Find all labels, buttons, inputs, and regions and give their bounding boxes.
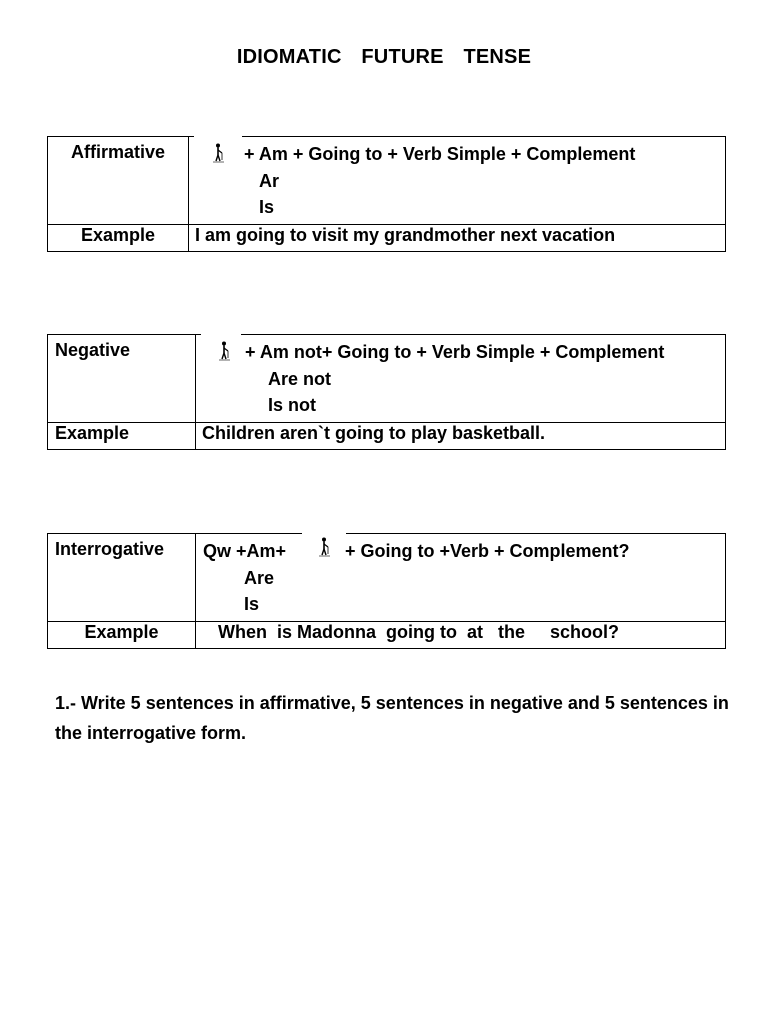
affirmative-table [47, 136, 726, 252]
negative-table [47, 334, 726, 450]
interrogative-example-label: Example [48, 622, 196, 649]
interrogative-example-text: When is Madonna going to at the school? [196, 622, 726, 649]
affirmative-rule [189, 137, 726, 225]
page-title: IDIOMATIC FUTURE TENSE [236, 46, 532, 68]
rule-line-3: Is not [268, 395, 316, 415]
negative-example-text: Children aren`t going to play basketball. [196, 423, 726, 450]
affirmative-example-label: Example [48, 225, 189, 252]
rule-line-2: Are not [268, 369, 331, 389]
person-icon [319, 537, 331, 557]
rule-line-3: Is [244, 594, 260, 614]
image-gap [201, 333, 241, 338]
rule-line-3: Is [259, 197, 275, 217]
interrogative-label: Interrogative [48, 534, 196, 622]
person-icon [219, 341, 231, 361]
affirmative-label: Affirmative [48, 137, 189, 225]
interrogative-rule [196, 534, 726, 622]
rule-line-2: Ar [259, 171, 280, 191]
person-icon [213, 143, 225, 163]
affirmative-example-text: I am going to visit my grandmother next vacation [189, 225, 726, 252]
rule-line-1: + Going to +Verb + Complement? [345, 541, 630, 561]
negative-example-label: Example [48, 423, 196, 450]
rule-prefix: Qw +Am+ [203, 541, 287, 561]
rule-line-2: Are [244, 568, 275, 588]
rule-line-1: + Am not+ Going to + Verb Simple + Complement [245, 342, 665, 362]
image-gap [194, 135, 242, 140]
interrogative-table [47, 533, 726, 649]
negative-rule [196, 335, 726, 423]
negative-label: Negative [48, 335, 196, 423]
exercise-instructions: 1.- Write 5 sentences in affirmative, 5 sentences in negative and 5 sentences in the interrogative form. [55, 693, 729, 743]
rule-line-1: + Am + Going to + Verb Simple + Complement [244, 144, 636, 164]
